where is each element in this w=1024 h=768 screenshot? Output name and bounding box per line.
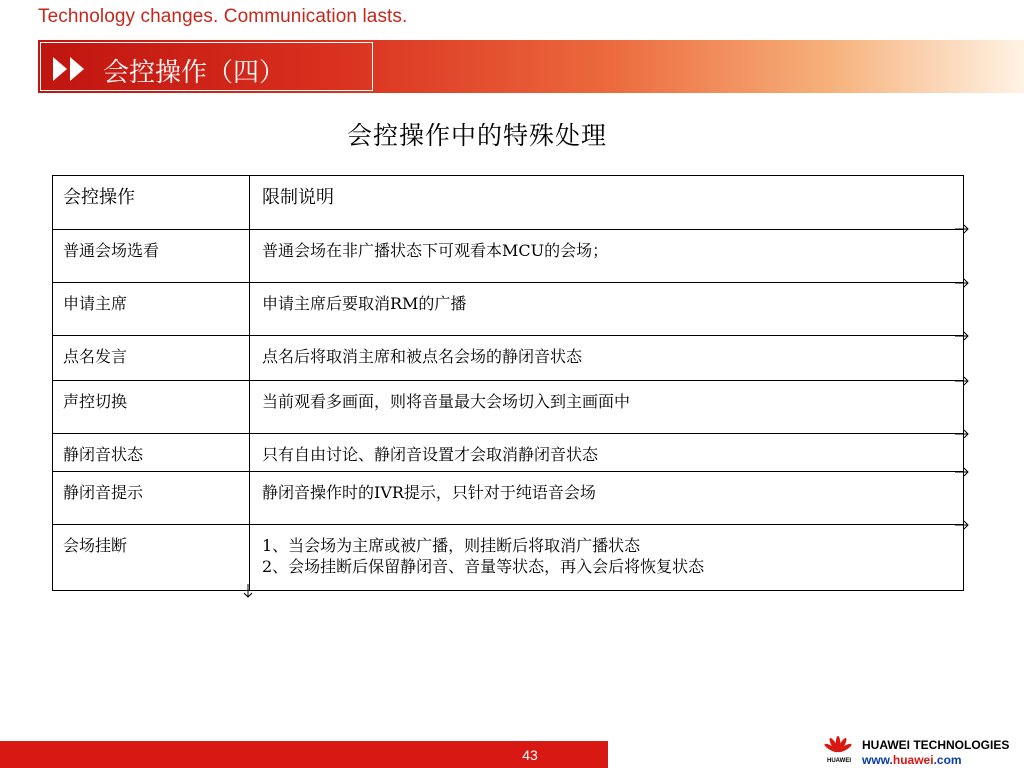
- table-row: [53, 380, 963, 433]
- row-operation: 申请主席: [63, 294, 128, 313]
- row-operation: 点名发言: [63, 347, 128, 366]
- row-operation: 普通会场选看: [63, 241, 160, 260]
- company-url: [862, 753, 962, 767]
- url-prefix: www.: [862, 753, 893, 767]
- table-row: [53, 433, 963, 471]
- logo-wordmark: HUAWEI: [827, 758, 851, 764]
- row-description: 申请主席后要取消RM的广播: [249, 283, 963, 335]
- down-arrow-icon: [242, 584, 254, 598]
- section-subtitle: 会控操作中的特殊处理: [346, 121, 607, 150]
- footer-bar: [0, 741, 608, 768]
- table-row: [53, 229, 963, 282]
- row-description: 普通会场在非广播状态下可观看本MCU的会场；: [249, 230, 963, 282]
- row-description: 点名后将取消主席和被点名会场的静闭音状态: [249, 336, 963, 380]
- page-number: 43: [522, 747, 538, 763]
- double-arrow-icon: [53, 57, 87, 81]
- row-operation: 静闭音状态: [63, 445, 144, 464]
- row-operation: 会场挂断: [63, 536, 128, 555]
- header-operation: 会控操作: [63, 187, 135, 208]
- title-bar: [38, 40, 1024, 93]
- row-description-line-1: 1、当会场为主席或被广播，则挂断后将取消广播状态: [262, 536, 641, 555]
- tagline: Technology changes. Communication lasts.: [38, 6, 408, 27]
- page-title: 会控操作（四）: [103, 58, 286, 88]
- huawei-petal-icon: [822, 736, 854, 758]
- company-name: HUAWEI TECHNOLOGIES: [862, 738, 1010, 752]
- table-row: [53, 524, 963, 590]
- restriction-table: [52, 175, 964, 591]
- row-description: 当前观看多画面，则将音量最大会场切入到主画面中: [249, 381, 963, 433]
- table-row: [53, 471, 963, 524]
- row-operation: 声控切换: [63, 392, 128, 411]
- table-header-row: [53, 176, 963, 229]
- header-description: 限制说明: [249, 176, 963, 229]
- row-operation: 静闭音提示: [63, 483, 144, 502]
- row-description: [249, 525, 963, 590]
- row-description-line-2: 2、会场挂断后保留静闭音、音量等状态，再入会后将恢复状态: [262, 557, 705, 576]
- title-box: [40, 42, 373, 91]
- row-description: 只有自由讨论、静闭音设置才会取消静闭音状态: [249, 434, 963, 471]
- url-domain: huawei: [892, 753, 934, 767]
- row-description: 静闭音操作时的IVR提示，只针对于纯语音会场: [249, 472, 963, 524]
- url-suffix: .com: [933, 753, 962, 767]
- huawei-logo: [816, 734, 1024, 768]
- table-row: [53, 335, 963, 380]
- table-row: [53, 282, 963, 335]
